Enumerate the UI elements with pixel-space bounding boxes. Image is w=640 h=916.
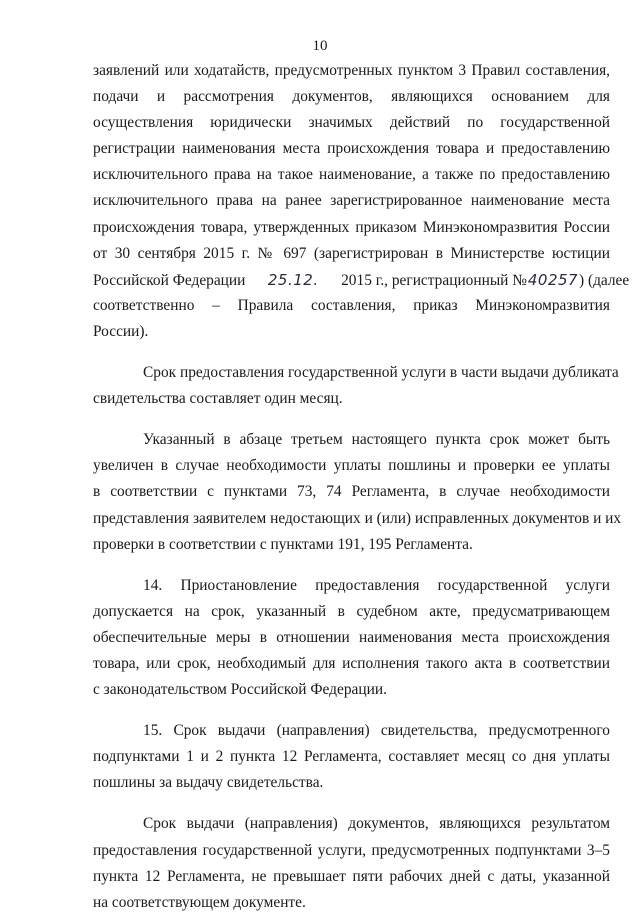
text-line: с законодательством Российской Федерации. [93,681,387,699]
text-line: Указанный в абзаце третьем настоящего пункта срок может быть [143,431,610,449]
text-line: исключительного права на ранее зарегистрированное наименование места [93,192,610,210]
text-line: свидетельства составляет один месяц. [93,390,343,408]
text-line: исключительного права на такое наименование, а также по предоставлению [93,166,610,184]
text-line: увеличен в случае необходимости уплаты пошлины и проверки ее уплаты [93,457,610,475]
text-line: пошлины за выдачу свидетельства. [93,774,324,792]
text-line: осуществления юридически значимых действий по государственной [93,114,610,132]
text-fragment: 2015 г., регистрационный № [341,271,527,289]
page-number: 10 [312,38,328,54]
text-line: регистрации наименования места происхождения товара и предоставлению [93,140,610,158]
paragraph-1 [93,58,630,345]
text-line: обеспечительные меры в отношении наименования места происхождения [93,628,610,646]
text-line: подачи и рассмотрения документов, являющихся основанием для [93,88,610,106]
text-line: России). [93,322,149,340]
text-line: соответственно – Правила составления, приказ Минэкономразвития [93,296,610,314]
text-line: 14. Приостановление предоставления государственной услуги [143,576,610,594]
handwritten-registration-number: 40257 [527,270,579,289]
text-line: пункта 12 Регламента, не превышает пяти рабочих дней с даты, указанной [93,867,610,885]
text-fragment: Российской Федерации [93,271,246,289]
text-line: 15. Срок выдачи (направления) свидетельства, предусмотренного [143,722,610,740]
text-line: представления заявителем недостающих и (или) исправленных документов и их [93,509,622,527]
document-body [93,58,630,916]
registration-line [93,267,630,293]
paragraph-6 [93,811,610,915]
text-fragment: ) (далее [578,271,630,289]
text-line: заявлений или ходатайств, предусмотренных пунктом 3 Правил составления, [93,62,610,79]
paragraph-item-14 [93,573,610,703]
handwritten-registration-date: 25.12. [267,270,319,289]
text-line: Срок выдачи (направления) документов, являющихся результатом [143,815,610,833]
text-line: допускается на срок, указанный в судебном акте, предусматривающем [93,602,610,620]
text-line: предоставления государственной услуги, предусмотренных подпунктами 3–5 [93,841,610,859]
paragraph-2 [93,360,619,412]
text-line: проверки в соответствии с пунктами 191, 195 Регламента. [93,535,473,553]
text-line: происхождения товара, утвержденных приказом Минэкономразвития России [93,218,610,236]
paragraph-item-15 [93,718,610,796]
paragraph-3 [93,427,622,557]
text-line: товара, или срок, необходимый для исполнения такого акта в соответствии [93,654,610,672]
text-line: на соответствующем документе. [93,893,306,911]
text-line: в соответствии с пунктами 73, 74 Регламента, в случае необходимости [93,483,610,501]
text-line: от 30 сентября 2015 г. № 697 (зарегистрирован в Министерстве юстиции [93,244,610,262]
text-line: подпунктами 1 и 2 пункта 12 Регламента, составляет месяц со дня уплаты [93,748,610,766]
text-line: Срок предоставления государственной услуги в части выдачи дубликата [143,364,619,382]
